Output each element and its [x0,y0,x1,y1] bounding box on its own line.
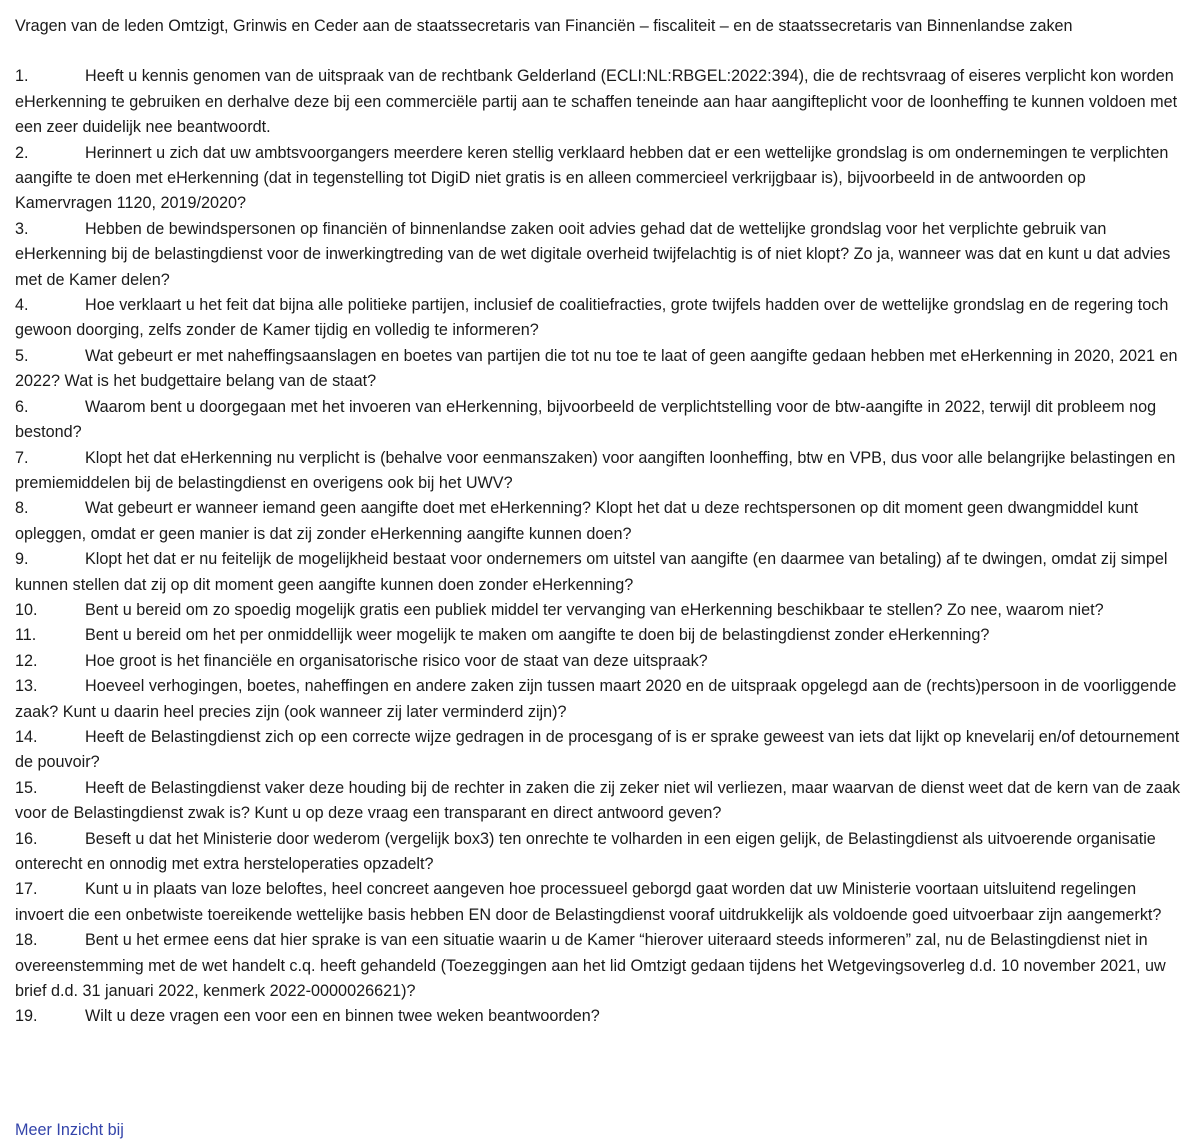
question-number: 17. [15,880,38,899]
question-text: Beseft u dat het Ministerie door wederom (vergelijk box3) ten onrechte te volharden in een eigen gelijk, de Belastingdienst als uitvoerende organisatie onterecht en onnodig met extra hersteloperaties opzadelt? [15,829,1156,873]
question-item [15,725,1187,776]
question-item [15,344,1187,395]
question-number: 5. [15,346,29,365]
footer-link[interactable]: Meer Inzicht bij [15,1121,124,1139]
question-text: Klopt het dat er nu feitelijk de mogelijkheid bestaat voor ondernemers om uitstel van aangifte (en daarmee van betaling) af te dwingen, omdat zij simpel kunnen stellen dat zij op dit moment geen aangifte kunnen doen zonder eHerkenning? [15,550,1168,594]
question-text: Wilt u deze vragen een voor een en binnen twee weken beantwoorden? [85,1007,600,1026]
question-number: 6. [15,397,29,416]
question-number: 3. [15,219,29,238]
question-text: Bent u het ermee eens dat hier sprake is van een situatie waarin u de Kamer “hierover uiteraard steeds informeren” zal, nu de Belastingdienst niet in overeenstemming met de wet handelt c.q. heeft gehandeld (Toezeggingen aan het lid Omtzigt gedaan tijdens het Wetgevingsoverleg d.d. 10 november 2021, uw brief d.d. 31 januari 2022, kenmerk 2022-0000026621)? [15,931,1166,1001]
question-text: Hoeveel verhogingen, boetes, naheffingen en andere zaken zijn tussen maart 2020 en de uitspraak opgelegd aan de (rechts)persoon in de voorliggende zaak? Kunt u daarin heel precies zijn (ook wanneer zij later verminderd zijn)? [15,677,1177,721]
question-text: Wat gebeurt er met naheffingsaanslagen en boetes van partijen die tot nu toe te laat of geen aangifte gedaan hebben met eHerkenning in 2020, 2021 en 2022? Wat is het budgettaire belang van de staat? [15,346,1178,391]
question-number: 9. [15,550,29,569]
question-item [15,217,1187,293]
question-item [15,649,1187,674]
question-list [15,64,1187,1029]
question-text: Hoe verklaart u het feit dat bijna alle politieke partijen, inclusief de coalitiefracties, grote twijfels hadden over de wettelijke grondslag en de regering toch gewoon doorging, zelfs zonder de Kamer tijdig en volledig te informeren? [15,296,1169,340]
document-body [15,14,1187,1030]
question-number: 8. [15,499,29,518]
question-item [15,827,1187,878]
question-number: 1. [15,67,29,86]
question-number: 19. [15,1007,38,1026]
question-item [15,395,1187,446]
question-text: Heeft de Belastingdienst vaker deze houding bij de rechter in zaken die zij zeker niet wil verliezen, maar waarvan de dienst weet dat de kern van de zaak voor de Belastingdienst zwak is? Kunt u op deze vraag een transparant en direct antwoord geven? [15,778,1181,823]
question-item [15,877,1187,928]
question-text: Bent u bereid om het per onmiddellijk weer mogelijk te maken om aangifte te doen bij de belastingdienst zonder eHerkenning? [85,626,990,645]
question-number: 4. [15,296,29,315]
question-item [15,141,1187,217]
question-number: 10. [15,600,38,619]
question-number: 18. [15,931,38,950]
question-number: 15. [15,778,38,797]
question-text: Klopt het dat eHerkenning nu verplicht is (behalve voor eenmanszaken) voor aangiften loonheffing, btw en VPB, dus voor alle belangrijke belastingen en premiemiddelen bij de belastingdienst en overigens ook bij het UWV? [15,448,1176,492]
question-text: Heeft de Belastingdienst zich op een correcte wijze gedragen in de procesgang of is er sprake geweest van iets dat lijkt op knevelarij en/of detournement de pouvoir? [15,727,1180,772]
question-number: 2. [15,143,29,162]
question-item [15,446,1187,497]
question-text: Herinnert u zich dat uw ambtsvoorgangers meerdere keren stellig verklaard hebben dat er een wettelijke grondslag is om ondernemingen te verplichten aangifte te doen met eHerkenning (dat in tegenstelling tot DigiD niet gratis is en alleen commercieel verkrijgbaar is), bijvoorbeeld in de antwoorden op Kamervragen 1120, 2019/2020? [15,143,1169,213]
question-item [15,293,1187,344]
question-number: 12. [15,651,38,670]
question-number: 16. [15,829,38,848]
question-item [15,547,1187,598]
question-item [15,928,1187,1004]
question-number: 14. [15,727,38,746]
question-number: 13. [15,677,38,696]
document-heading: Vragen van de leden Omtzigt, Grinwis en Ceder aan de staatssecretaris van Financiën – fiscaliteit – en de staatssecretaris van Binnenlandse zaken [15,17,1073,35]
question-text: Kunt u in plaats van loze beloftes, heel concreet aangeven hoe processueel geborgd gaat worden dat uw Ministerie voortaan uitsluitend regelingen invoert die een onbetwiste toereikende wettelijke basis hebben EN door de Belastingdienst vooraf uitdrukkelijk als voldoende goed uitvoerbaar zijn aangemerkt? [15,880,1162,924]
question-item [15,776,1187,827]
question-text: Heeft u kennis genomen van de uitspraak van de rechtbank Gelderland (ECLI:NL:RBGEL:2022:394), die de rechtsvraag of eiseres verplicht kon worden eHerkenning te gebruiken en derhalve deze bij een commerciële partij aan te schaffen teneinde aan haar aangifteplicht voor de loonheffing te kunnen voldoen met een zeer duidelijk nee beantwoordt. [15,67,1178,137]
question-number: 7. [15,448,29,467]
question-item [15,674,1187,725]
question-text: Bent u bereid om zo spoedig mogelijk gratis een publiek middel ter vervanging van eHerkenning beschikbaar te stellen? Zo nee, waarom niet? [85,600,1104,619]
question-item [15,623,1187,648]
question-text: Wat gebeurt er wanneer iemand geen aangifte doet met eHerkenning? Klopt het dat u deze rechtspersonen op dit moment geen dwangmiddel kunt opleggen, omdat er geen manier is dat zij zonder eHerkenning aangifte kunnen doen? [15,499,1139,543]
question-item [15,496,1187,547]
question-number: 11. [15,626,37,645]
question-item [15,64,1187,140]
question-text: Hebben de bewindspersonen op financiën of binnenlandse zaken ooit advies gehad dat de wettelijke grondslag voor het verplichte gebruik van eHerkenning bij de belastingdienst voor de inwerkingtreding van de wet digitale overheid twijfelachtig is of niet klopt? Zo ja, wanneer was dat en kunt u dat advies met de Kamer delen? [15,219,1171,289]
question-text: Waarom bent u doorgegaan met het invoeren van eHerkenning, bijvoorbeeld de verplichtstelling voor de btw-aangifte in 2022, terwijl dit probleem nog bestond? [15,397,1157,442]
question-text: Hoe groot is het financiële en organisatorische risico voor de staat van deze uitspraak? [85,651,708,670]
question-item [15,598,1187,623]
question-item [15,1004,1187,1029]
